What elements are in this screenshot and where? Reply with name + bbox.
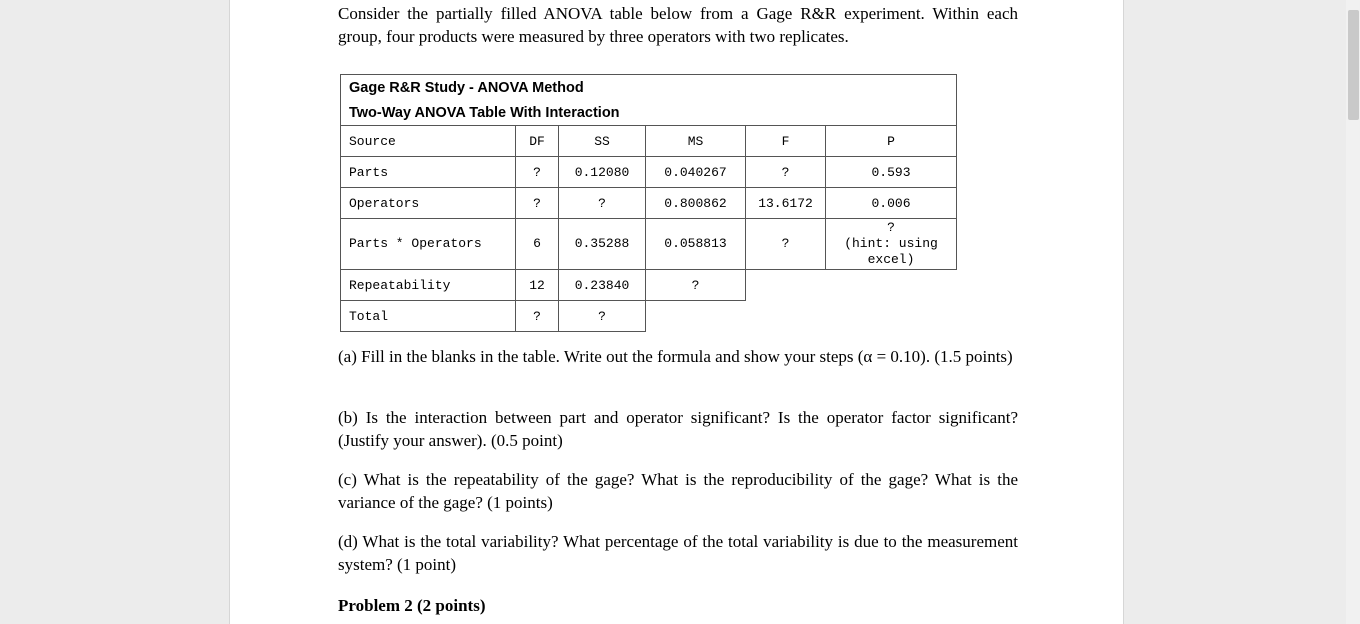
anova-table — [340, 74, 957, 332]
df-cell: ? — [516, 301, 559, 332]
df-cell: ? — [516, 188, 559, 219]
ss-cell: ? — [559, 301, 646, 332]
header-ms: MS — [646, 126, 746, 157]
header-df: DF — [516, 126, 559, 157]
source-cell: Parts — [341, 157, 516, 188]
table-row — [341, 157, 957, 188]
ms-cell: 0.058813 — [646, 219, 746, 270]
source-cell: Operators — [341, 188, 516, 219]
ss-cell: 0.35288 — [559, 219, 646, 270]
intro-paragraph: Consider the partially filled ANOVA table below from a Gage R&R experiment. Within each group, four products were measured by three operators with two replicates. — [338, 4, 1018, 46]
ms-cell: 0.800862 — [646, 188, 746, 219]
p-value-placeholder: ? — [887, 220, 895, 235]
df-cell: 12 — [516, 270, 559, 301]
vertical-scrollbar[interactable] — [1346, 0, 1360, 624]
empty-cell — [746, 270, 826, 301]
scrollbar-thumb[interactable] — [1348, 10, 1359, 120]
question-a: (a) Fill in the blanks in the table. Write out the formula and show your steps (α = 0.10). (1.5 points) — [338, 347, 1013, 366]
question-b: (b) Is the interaction between part and operator significant? Is the operator factor significant? (Justify your answer). (0.5 point) — [338, 408, 1018, 450]
header-ss: SS — [559, 126, 646, 157]
table-title: Gage R&R Study - ANOVA Method — [341, 75, 957, 101]
empty-cell — [646, 301, 746, 332]
source-cell: Parts * Operators — [341, 219, 516, 270]
source-cell: Repeatability — [341, 270, 516, 301]
empty-cell — [826, 301, 957, 332]
ss-cell: 0.12080 — [559, 157, 646, 188]
f-cell: ? — [746, 157, 826, 188]
question-c: (c) What is the repeatability of the gage? What is the reproducibility of the gage? What is the variance of the gage? (1 points) — [338, 470, 1018, 512]
p-hint-line1: (hint: using — [844, 236, 938, 251]
p-hint-line2: excel) — [867, 252, 915, 267]
empty-cell — [826, 270, 957, 301]
p-cell — [826, 219, 957, 270]
document-page — [229, 0, 1124, 624]
table-row — [341, 188, 957, 219]
header-source: Source — [341, 126, 516, 157]
p-cell: 0.006 — [826, 188, 957, 219]
ms-cell: ? — [646, 270, 746, 301]
problem-2-heading: Problem 2 (2 points) — [338, 596, 486, 615]
ms-cell: 0.040267 — [646, 157, 746, 188]
table-header-row — [341, 126, 957, 157]
header-f: F — [746, 126, 826, 157]
table-subtitle: Two-Way ANOVA Table With Interaction — [341, 100, 957, 126]
table-row — [341, 219, 957, 270]
df-cell: 6 — [516, 219, 559, 270]
ss-cell: ? — [559, 188, 646, 219]
f-cell: 13.6172 — [746, 188, 826, 219]
table-row — [341, 270, 957, 301]
f-cell: ? — [746, 219, 826, 270]
table-row — [341, 301, 957, 332]
header-p: P — [826, 126, 957, 157]
ss-cell: 0.23840 — [559, 270, 646, 301]
df-cell: ? — [516, 157, 559, 188]
question-d: (d) What is the total variability? What percentage of the total variability is due to the measurement system? (1 point) — [338, 532, 1018, 574]
source-cell: Total — [341, 301, 516, 332]
empty-cell — [746, 301, 826, 332]
p-cell: 0.593 — [826, 157, 957, 188]
